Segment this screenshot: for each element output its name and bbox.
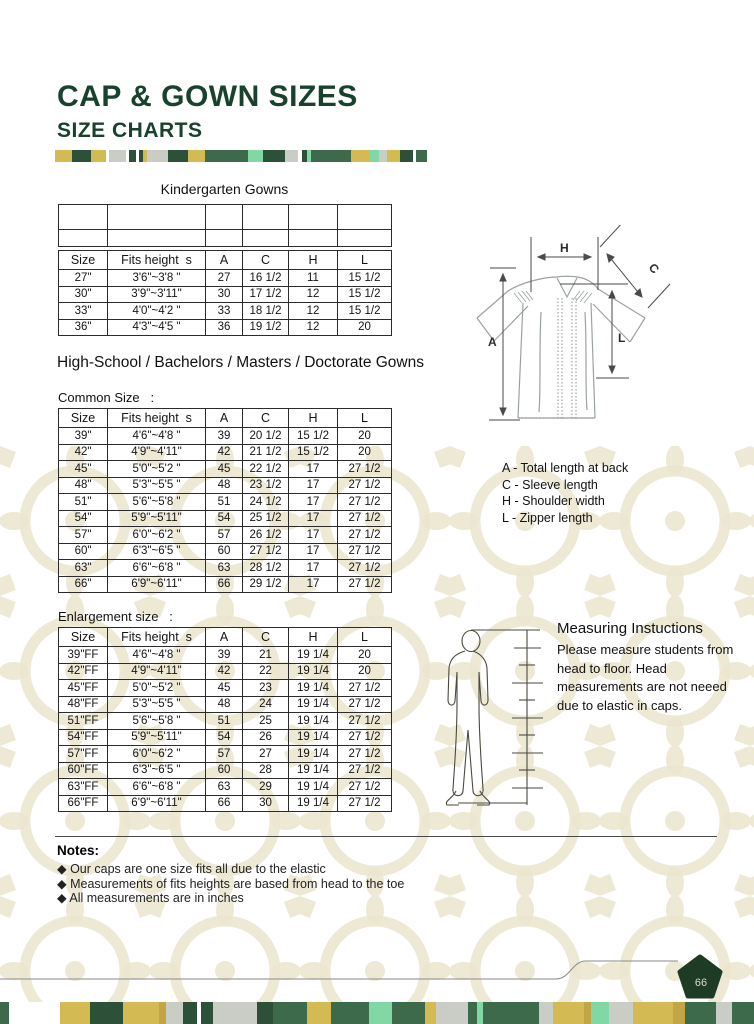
strip-segment — [468, 1002, 477, 1024]
enlargement-size-colon: : — [169, 609, 173, 624]
table-cell: 57"FF — [59, 746, 108, 763]
table-row — [59, 713, 392, 730]
table-cell: 4'9"~4'11" — [108, 663, 206, 680]
column-header: A — [206, 628, 243, 647]
strip-segment — [109, 150, 126, 162]
table-cell: 57 — [206, 746, 243, 763]
table-cell: 33 — [206, 303, 243, 320]
table-row — [59, 428, 392, 445]
note-item: ◆ Measurements of fits heights are based from head to the toe — [57, 876, 405, 891]
strip-segment — [379, 150, 387, 162]
table-cell: 19 1/4 — [289, 762, 338, 779]
strip-segment — [591, 1002, 609, 1024]
table-cell: 27 1/2 — [338, 527, 392, 544]
table-row — [59, 543, 392, 560]
table-cell: 20 — [338, 663, 392, 680]
table-cell: 27 1/2 — [338, 576, 392, 593]
table-cell: 23 1/2 — [243, 477, 289, 494]
table-cell: 15 1/2 — [289, 428, 338, 445]
table-cell: 57" — [59, 527, 108, 544]
strip-segment — [400, 150, 413, 162]
table-cell: 25 1/2 — [243, 510, 289, 527]
strip-segment — [0, 1002, 9, 1024]
footer — [0, 950, 754, 1002]
table-cell: 20 — [338, 444, 392, 461]
legend-item: A - Total length at back — [502, 461, 629, 475]
column-header: L — [338, 628, 392, 647]
table-cell: 60 — [206, 543, 243, 560]
kindergarten-table-title: Kindergarten Gowns — [160, 181, 289, 197]
table-cell: 66" — [59, 576, 108, 593]
table-cell: 54" — [59, 510, 108, 527]
strip-segment — [673, 1002, 684, 1024]
table-cell: 5'9"~5'11" — [108, 729, 206, 746]
table-cell: 18 1/2 — [243, 303, 289, 320]
table-cell: 3'6"~3'8 " — [108, 270, 206, 287]
table-cell: 12 — [289, 319, 338, 336]
strip-segment — [147, 150, 168, 162]
table-cell: 27" — [59, 270, 108, 287]
table-row — [59, 729, 392, 746]
table-cell: 5'6"~5'8 " — [108, 713, 206, 730]
table-row — [59, 680, 392, 697]
table-cell: 27 1/2 — [338, 713, 392, 730]
column-header: Size — [59, 628, 108, 647]
table-cell: 30" — [59, 286, 108, 303]
strip-segment — [55, 150, 72, 162]
table-cell: 5'0"~5'2 " — [108, 461, 206, 478]
table-cell: 19 1/4 — [289, 713, 338, 730]
footer-rule — [0, 961, 678, 979]
notes-list — [57, 862, 404, 906]
table-cell: 6'3"~6'5 " — [108, 762, 206, 779]
column-header: Fits height s — [108, 409, 206, 428]
strip-segment — [248, 150, 263, 162]
strip-segment — [609, 1002, 634, 1024]
table-cell: 29 1/2 — [243, 576, 289, 593]
table-cell: 42"FF — [59, 663, 108, 680]
table-cell: 57 — [206, 527, 243, 544]
table-cell: 5'3"~5'5 " — [108, 477, 206, 494]
table-cell: 17 — [289, 576, 338, 593]
table-cell: 15 1/2 — [289, 444, 338, 461]
table-cell: 63 — [206, 560, 243, 577]
column-header: C — [243, 628, 289, 647]
table-cell: 26 1/2 — [243, 527, 289, 544]
strip-segment — [370, 150, 379, 162]
table-cell: 19 1/4 — [289, 779, 338, 796]
table-row — [59, 696, 392, 713]
table-row — [59, 444, 392, 461]
table-cell: 6'6"~6'8 " — [108, 560, 206, 577]
column-header: H — [289, 409, 338, 428]
table-cell: 5'3"~5'5 " — [108, 696, 206, 713]
column-header: A — [206, 251, 243, 270]
legend-item: H - Shoulder width — [502, 494, 605, 508]
table-cell: 51" — [59, 494, 108, 511]
table-cell: 48" — [59, 477, 108, 494]
table-row — [59, 270, 392, 287]
table-cell: 17 — [289, 543, 338, 560]
table-row — [59, 762, 392, 779]
table-cell: 33" — [59, 303, 108, 320]
table-cell: 4'3"~4'5 " — [108, 319, 206, 336]
strip-segment — [351, 150, 370, 162]
strip-segment — [273, 1002, 307, 1024]
column-header: L — [338, 251, 392, 270]
table-cell: 27 1/2 — [243, 543, 289, 560]
strip-segment — [425, 1002, 436, 1024]
table-cell: 19 1/4 — [289, 696, 338, 713]
column-header: Fits height s — [108, 628, 206, 647]
table-cell: 4'6"~4'8 " — [108, 647, 206, 664]
table-row — [59, 647, 392, 664]
strip-segment — [387, 150, 400, 162]
table-cell: 66 — [206, 795, 243, 812]
common-size-colon: : — [150, 390, 155, 405]
table-cell: 12 — [289, 303, 338, 320]
page-number: 66 — [694, 977, 708, 989]
table-cell: 60 — [206, 762, 243, 779]
table-cell: 39 — [206, 647, 243, 664]
table-cell: 48 — [206, 477, 243, 494]
strip-segment — [183, 1002, 196, 1024]
note-item: ◆ Our caps are one size fits all due to the elastic — [57, 862, 326, 876]
table-cell: 6'3"~6'5 " — [108, 543, 206, 560]
table-cell: 28 1/2 — [243, 560, 289, 577]
table-cell: 54 — [206, 729, 243, 746]
page-subtitle: SIZE CHARTS — [57, 119, 203, 142]
enlargement-size-label-text: Enlargement size — [58, 609, 159, 624]
table-cell: 6'9"~6'11" — [108, 576, 206, 593]
table-cell: 36 — [206, 319, 243, 336]
common-size-label — [58, 390, 154, 405]
table-cell: 27 1/2 — [338, 560, 392, 577]
table-cell: 22 1/2 — [243, 461, 289, 478]
table-cell: 48"FF — [59, 696, 108, 713]
diagram-label-h: H — [560, 241, 569, 255]
table-cell: 15 1/2 — [338, 303, 392, 320]
strip-segment — [633, 1002, 673, 1024]
table-cell: 15 1/2 — [338, 270, 392, 287]
table-cell: 22 — [243, 663, 289, 680]
common-size-table — [58, 408, 392, 593]
table-cell: 4'6"~4'8 " — [108, 428, 206, 445]
common-size-label-text: Common Size — [58, 390, 140, 405]
table-cell: 27 1/2 — [338, 494, 392, 511]
table-cell: 17 — [289, 510, 338, 527]
strip-segment — [716, 1002, 732, 1024]
table-cell: 27 1/2 — [338, 696, 392, 713]
table-cell: 19 1/2 — [243, 319, 289, 336]
decorative-strip-top — [55, 150, 427, 162]
table-cell: 20 — [338, 319, 392, 336]
strip-segment — [168, 150, 189, 162]
column-header: H — [289, 628, 338, 647]
table-cell: 17 — [289, 494, 338, 511]
table-cell: 6'0"~6'2 " — [108, 746, 206, 763]
column-header: Size — [59, 409, 108, 428]
table-cell: 39"FF — [59, 647, 108, 664]
table-cell: 27 1/2 — [338, 680, 392, 697]
table-cell: 26 — [243, 729, 289, 746]
table-cell: 17 — [289, 560, 338, 577]
decorative-strip-bottom — [0, 1002, 754, 1024]
table-cell: 23 — [243, 680, 289, 697]
table-cell: 17 — [289, 527, 338, 544]
table-cell: 24 — [243, 696, 289, 713]
table-cell: 11 — [289, 270, 338, 287]
table-cell: 27 — [243, 746, 289, 763]
table-cell: 6'0"~6'2 " — [108, 527, 206, 544]
table-row — [59, 746, 392, 763]
table-cell: 12 — [289, 286, 338, 303]
table-row — [59, 560, 392, 577]
table-cell: 66 — [206, 576, 243, 593]
strip-segment — [72, 150, 91, 162]
table-cell: 6'9"~6'11" — [108, 795, 206, 812]
table-cell: 27 1/2 — [338, 543, 392, 560]
column-header: Size — [59, 251, 108, 270]
table-row — [59, 576, 392, 593]
table-cell: 25 — [243, 713, 289, 730]
table-row — [59, 303, 392, 320]
strip-segment — [257, 1002, 273, 1024]
page-title: CAP & GOWN SIZES — [57, 80, 358, 113]
table-cell: 51 — [206, 494, 243, 511]
strip-segment — [263, 150, 286, 162]
diagram-label-c: C — [645, 260, 662, 277]
legend-item: C - Sleeve length — [502, 477, 598, 492]
strip-segment — [483, 1002, 539, 1024]
strip-segment — [307, 1002, 332, 1024]
table-cell: 29 — [243, 779, 289, 796]
table-cell: 4'9"~4'11" — [108, 444, 206, 461]
table-row — [59, 286, 392, 303]
table-cell: 27 1/2 — [338, 510, 392, 527]
measuring-figure-diagram — [440, 615, 555, 835]
table-cell: 15 1/2 — [338, 286, 392, 303]
table-cell: 21 1/2 — [243, 444, 289, 461]
diagram-label-l: L — [618, 331, 626, 345]
strip-segment — [60, 1002, 89, 1024]
strip-segment — [205, 150, 247, 162]
table-row — [59, 779, 392, 796]
strip-segment — [285, 150, 298, 162]
strip-segment — [129, 150, 136, 162]
column-header: C — [243, 409, 289, 428]
kindergarten-size-table — [58, 250, 392, 336]
table-cell: 63" — [59, 560, 108, 577]
measuring-instructions-title: Measuring Instuctions — [557, 620, 703, 637]
table-cell: 6'6"~6'8 " — [108, 779, 206, 796]
table-cell: 63 — [206, 779, 243, 796]
table-cell: 5'9"~5'11" — [108, 510, 206, 527]
table-cell: 21 — [243, 647, 289, 664]
table-cell: 19 1/4 — [289, 795, 338, 812]
table-cell: 51"FF — [59, 713, 108, 730]
table-cell: 27 1/2 — [338, 779, 392, 796]
table-cell: 19 1/4 — [289, 680, 338, 697]
table-cell: 28 — [243, 762, 289, 779]
table-cell: 24 1/2 — [243, 494, 289, 511]
column-header: L — [338, 409, 392, 428]
table-row — [59, 795, 392, 812]
table-cell: 48 — [206, 696, 243, 713]
table-cell: 45"FF — [59, 680, 108, 697]
table-cell: 27 1/2 — [338, 762, 392, 779]
table-cell: 20 — [338, 647, 392, 664]
strip-segment — [213, 1002, 258, 1024]
table-cell: 54"FF — [59, 729, 108, 746]
strip-segment — [311, 150, 350, 162]
column-header: H — [289, 251, 338, 270]
table-cell: 39 — [206, 428, 243, 445]
strip-segment — [201, 1002, 212, 1024]
enlargement-size-label — [58, 609, 173, 624]
strip-segment — [369, 1002, 391, 1024]
table-row — [59, 494, 392, 511]
highschool-section-heading: High-School / Bachelors / Masters / Doctorate Gowns — [57, 354, 424, 371]
strip-segment — [584, 1002, 591, 1024]
measurement-legend — [502, 460, 628, 526]
strip-segment — [416, 150, 427, 162]
table-cell: 19 1/4 — [289, 663, 338, 680]
table-cell: 3'9"~3'11" — [108, 286, 206, 303]
table-cell: 45 — [206, 461, 243, 478]
table-cell: 30 — [243, 795, 289, 812]
table-row — [59, 527, 392, 544]
strip-segment — [392, 1002, 426, 1024]
table-cell: 27 1/2 — [338, 795, 392, 812]
column-header: A — [206, 409, 243, 428]
table-cell: 42 — [206, 444, 243, 461]
strip-segment — [166, 1002, 184, 1024]
table-cell: 36" — [59, 319, 108, 336]
table-row — [59, 510, 392, 527]
table-cell: 4'0"~4'2 " — [108, 303, 206, 320]
strip-segment — [436, 1002, 467, 1024]
column-header: C — [243, 251, 289, 270]
diagram-label-a: A — [488, 335, 497, 349]
table-cell: 5'6"~5'8 " — [108, 494, 206, 511]
table-cell: 27 1/2 — [338, 477, 392, 494]
table-cell: 20 1/2 — [243, 428, 289, 445]
strip-segment — [123, 1002, 159, 1024]
table-cell: 17 1/2 — [243, 286, 289, 303]
table-cell: 51 — [206, 713, 243, 730]
table-cell: 66"FF — [59, 795, 108, 812]
strip-segment — [553, 1002, 584, 1024]
column-header: Fits height s — [108, 251, 206, 270]
gown-measurement-diagram — [455, 225, 715, 450]
strip-segment — [159, 1002, 166, 1024]
table-cell: 19 1/4 — [289, 729, 338, 746]
table-cell: 27 1/2 — [338, 729, 392, 746]
table-row — [59, 477, 392, 494]
legend-item: L - Zipper length — [502, 510, 593, 525]
strip-segment — [477, 1002, 484, 1024]
notes-divider — [55, 836, 717, 837]
table-cell: 27 1/2 — [338, 461, 392, 478]
table-cell: 17 — [289, 461, 338, 478]
table-cell: 19 1/4 — [289, 746, 338, 763]
strip-segment — [91, 150, 106, 162]
table-cell: 27 1/2 — [338, 746, 392, 763]
strip-segment — [9, 1002, 60, 1024]
strip-segment — [188, 150, 205, 162]
strip-segment — [90, 1002, 124, 1024]
table-cell: 30 — [206, 286, 243, 303]
measuring-instructions-body: Please measure students from head to floor. Head measurements are not neeed due to elastic in caps. — [557, 642, 734, 713]
table-cell: 20 — [338, 428, 392, 445]
note-item: ◆ All measurements are in inches — [57, 891, 244, 905]
table-cell: 63"FF — [59, 779, 108, 796]
table-row — [59, 319, 392, 336]
table-cell: 42 — [206, 663, 243, 680]
table-cell: 45" — [59, 461, 108, 478]
table-cell: 17 — [289, 477, 338, 494]
table-cell: 39" — [59, 428, 108, 445]
enlargement-size-table — [58, 627, 392, 812]
table-row — [59, 663, 392, 680]
notes-title: Notes: — [57, 843, 100, 858]
table-cell: 27 — [206, 270, 243, 287]
table-cell: 5'0"~5'2 " — [108, 680, 206, 697]
table-cell: 16 1/2 — [243, 270, 289, 287]
table-cell: 54 — [206, 510, 243, 527]
table-cell: 19 1/4 — [289, 647, 338, 664]
measuring-instructions — [557, 620, 752, 715]
strip-segment — [685, 1002, 716, 1024]
strip-segment — [539, 1002, 552, 1024]
kindergarten-empty-rows — [58, 204, 392, 247]
table-cell: 60" — [59, 543, 108, 560]
table-row — [59, 461, 392, 478]
table-cell: 45 — [206, 680, 243, 697]
strip-segment — [732, 1002, 754, 1024]
table-cell: 42" — [59, 444, 108, 461]
strip-segment — [331, 1002, 369, 1024]
table-cell: 60"FF — [59, 762, 108, 779]
